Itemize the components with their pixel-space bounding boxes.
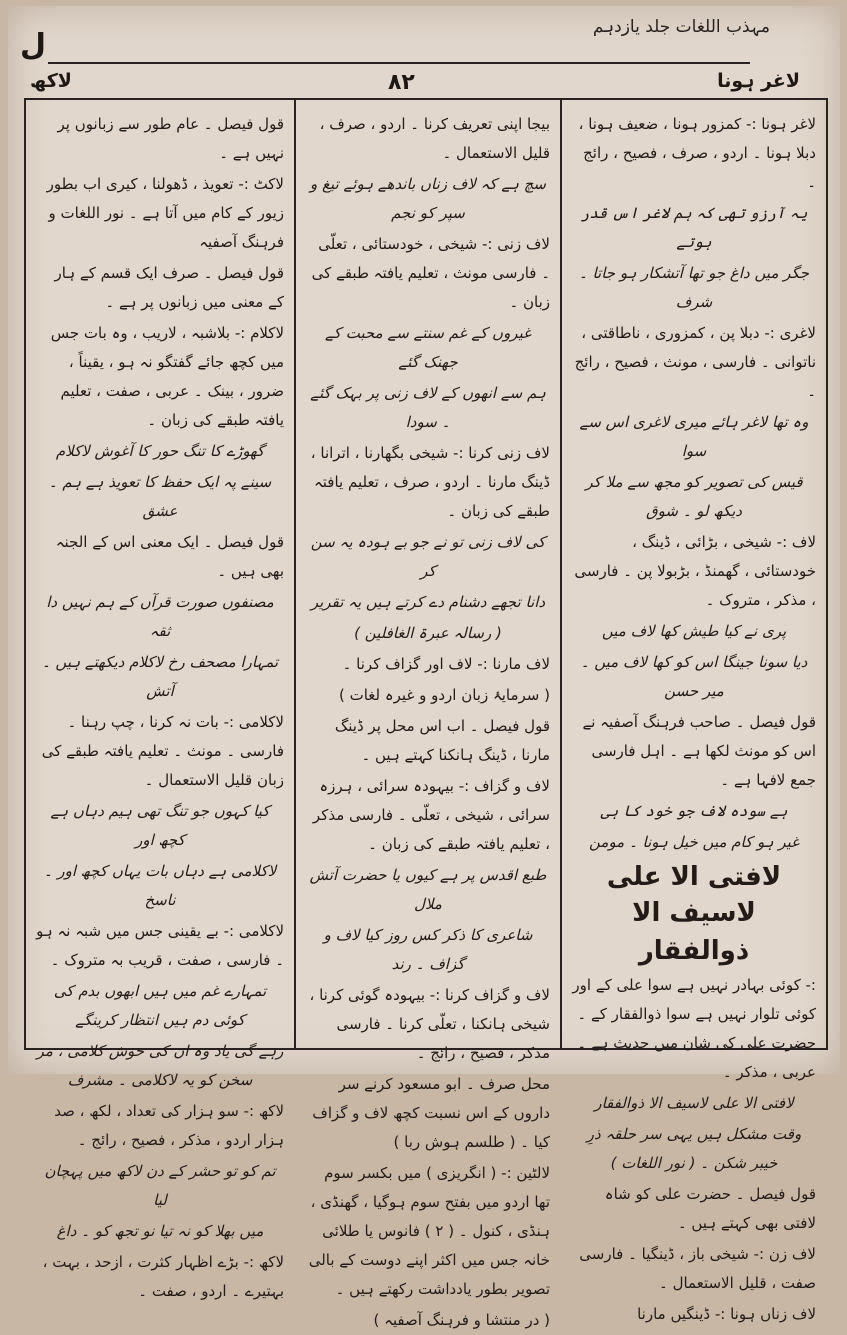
verse-quotation: وقت مشکل ہیں یہی سر حلقہ ذرِ خیبر شکن ۔ ( نور اللغات ) <box>586 1125 802 1172</box>
dictionary-page <box>8 6 840 1329</box>
dictionary-entry: لاکھ :- سو ہزار کی تعداد ، لکھ ، صد ہزار اردو ، مذکر ، فصیح ، رائج ۔ <box>54 1102 284 1149</box>
verse-quotation: غیر ہو کام میں خیل ہونا ۔ مومن <box>588 833 799 851</box>
dictionary-entry: لاف زن :- شیخی باز ، ڈینگیا ۔ فارسی صفت ، قلیل الاستعمال ۔ <box>579 1245 816 1292</box>
dictionary-entry: ( سرمایۂ زبان اردو و غیرہ لغات ) <box>338 686 550 704</box>
running-title: مہذب اللغات جلد یازدہم <box>592 17 770 37</box>
dictionary-entry: لالٹین :- ( انگریزی ) میں بکسر سوم تھا اردو میں بفتح سوم ہوگیا ، گھنڈی ، ہنڈی ، کنول ۔ ( ۲ ) فانوس یا طلائی خانہ جس میں اکثر اپنے دوست کے بالی تصویر بطور یادداشت رکھتے ہیں ۔ <box>308 1164 550 1298</box>
dictionary-entry: محل صرف ۔ ابو مسعود کرنے سر داروں کے اس نسبت کچھ لاف و گزاف کیا ۔ ( طلسم ہوش ربا ) <box>312 1075 550 1151</box>
dictionary-entry: لاکلامی :- بات نہ کرنا ، چپ رہنا ۔ فارسی ۔ مونث ۔ تعلیم یافتہ طبقے کی زبان قلیل الاستعمال ۔ <box>41 713 284 789</box>
dictionary-entry: لاف مارنا :- لاف اور گزاف کرنا ۔ <box>342 655 550 673</box>
verse-quotation: تمہارا مصحف رخ لاکلام دیکھتے ہیں ۔ آتش <box>41 653 279 700</box>
verse-quotation: سچ ہے کہ لاف زناں باندھے ہوئے تیغ و سپر کو نجم <box>310 175 546 222</box>
header-rule <box>48 62 750 64</box>
dictionary-entry: ( در منتشا و فرہنگ آصفیہ ) <box>373 1311 550 1329</box>
verse-quotation: لافتی الا علی لاسیف الا ذوالفقار <box>594 1094 794 1112</box>
verse-quotation: دانا تجھے دشنام دے کرتے ہیں یہ تقریر <box>310 593 546 611</box>
verse-quotation: مصنفوں صورت قرآں کے ہم نہیں دا ثقہ <box>46 593 274 640</box>
dictionary-entry: لاف زنی :- شیخی ، خودستائی ، تعلّی ۔ فارسی مونث ، تعلیم یافتہ طبقے کی زبان ۔ <box>311 235 550 311</box>
verse-quotation: ہم سے انھوں کے لاف زنی پر بہک گئے ۔ سودا <box>310 384 546 431</box>
verse-quotation: یہ آرزو تھی کہ ہم لاغر اس قدر ہوتے <box>580 204 808 251</box>
dictionary-entry: لاغر ہونا :- کمزور ہونا ، ضعیف ہونا ، دبلا ہونا ۔ اردو ، صرف ، فصیح ، رائج ۔ <box>578 115 816 191</box>
verse-quotation: وہ تھا لاغر ہائے میری لاغری اس سے سوا <box>579 413 809 460</box>
column-middle <box>294 100 560 1329</box>
dictionary-entry: لاکٹ :- تعویذ ، ڈھولنا ، کیری اب بطور زیور کے کام میں آتا ہے ۔ نور اللغات و فرہنگ آصفیہ <box>46 175 284 251</box>
section-letter-mark: ل <box>20 28 47 63</box>
verse-quotation: پری نے کیا طیش کھا لاف میں <box>601 622 787 640</box>
dictionary-entry: لاغری :- دبلا پن ، کمزوری ، ناطاقتی ، ناتوانی ۔ فارسی ، مونث ، فصیح ، رائج ۔ <box>574 324 816 400</box>
dictionary-entry: قول فیصل ۔ صرف ایک قسم کے ہار کے معنی میں زبانوں پر ہے ۔ <box>54 264 284 311</box>
headword-phrase: ذوالفقار <box>638 936 750 966</box>
dictionary-entry: لاف و گزاف :- بیہودہ سرائی ، ہرزہ سرائی ، شیخی ، تعلّی ۔ فارسی مذکر ، تعلیم یافتہ طبقے کی زبان ۔ <box>312 777 550 853</box>
dictionary-entry: لاکلامی :- بے یقینی جس میں شبہ نہ ہو ۔ فارسی ، صفت ، قریب بہ متروک ۔ <box>36 922 284 969</box>
verse-quotation: کی لاف زنی تو نے جو بے ہودہ یہ سن کر <box>310 533 546 580</box>
verse-quotation: میں بھلا کو نہ تیا نو تجھ کو ۔ داغ <box>56 1222 264 1240</box>
dictionary-entry: قول فیصل ۔ اب اس محل پر ڈینگ مارنا ، ڈینگ ہانکنا کہتے ہیں ۔ <box>334 717 550 764</box>
columns-frame <box>24 98 828 1329</box>
dictionary-entry: لاف :- شیخی ، بڑائی ، ڈینگ ، خودستائی ، گھمنڈ ، بڑبولا پن ۔ فارسی ، مذکر ، متروک ۔ <box>574 533 816 609</box>
verse-quotation: گھوڑے کا تنگ حور کا آغوش لاکلام <box>55 442 265 460</box>
verse-quotation: کیا کہوں جو تنگ تھی ہیم دہاں ہے کچھ اور <box>50 802 270 849</box>
dictionary-entry: قول فیصل ۔ عام طور سے زبانوں پر نہیں ہے ۔ <box>57 115 284 162</box>
verse-quotation: لاکلامی ہے دہاں بات یہاں کچھ اور ۔ ناسخ <box>43 862 277 909</box>
verse-quotation: تمہارے غم میں ہیں ابھوں بدم کی کوئی دم ہیں انتظار کرینگے <box>53 982 267 1029</box>
verse-quotation: طبع اقدس پر ہے کیوں یا حضرت آتش ملال <box>309 866 547 913</box>
dictionary-entry: لاف زناں ہونا :- ڈینگیں مارنا <box>637 1305 816 1323</box>
verse-quotation: ( رسالہ عبرۃ الغافلین ) <box>354 624 502 642</box>
verse-quotation: قیس کی تصویر کو مجھ سے ملا کر دیکھ لو ۔ شوق <box>585 473 803 520</box>
column-left <box>26 100 294 1300</box>
dictionary-entry: لاف و گزاف کرنا :- بیہودہ گوئی کرنا ، شیخی ہانکنا ، تعلّی کرنا ۔ فارسی مذکر ، فصیح ، رائج ۔ <box>309 986 550 1062</box>
verse-quotation: سینے پہ ایک حفظ کا تعویذ ہے ہم ۔ عشق <box>48 473 272 520</box>
verse-quotation: رہے گی یاد وہ ان کی خوش کلامی ، مر سخن کو یہ لاکلامی ۔ مشرف <box>36 1042 284 1089</box>
dictionary-entry: لاکلام :- بلاشبہ ، لاریب ، وہ بات جس میں کچھ جائے گفتگو نہ ہو ، یقیناً ، ضرور ، بینک ۔ عربی ، صفت ، تعلیم یافتہ طبقے کی زبان ۔ <box>50 324 284 429</box>
headword-phrase: لافتی الا علی لاسیف الا <box>606 862 782 928</box>
column-right <box>560 100 826 1323</box>
dictionary-entry: لاف زنی کرنا :- شیخی بگھارنا ، اترانا ، ڈینگ مارنا ۔ اردو ، صرف ، تعلیم یافتہ طبقے کی زبان ۔ <box>310 444 550 520</box>
verse-quotation: جگر میں داغ جو تھا آتشکار ہو جاتا ۔ شرف <box>578 264 810 311</box>
dictionary-entry: قول فیصل ۔ حضرت علی کو شاہ لافتی بھی کہتے ہیں ۔ <box>604 1185 816 1232</box>
page-number: ۸۲ <box>388 70 415 95</box>
verse-quotation: ہے سودہ لاف جو خود کا ہی <box>600 802 788 820</box>
guide-word-first: لاغر ہونا <box>717 70 800 92</box>
dictionary-entry: قول فیصل ۔ ایک معنی اس کے الجنہ بھی ہیں ۔ <box>55 533 284 580</box>
verse-quotation: غیروں کے غم سنتے سے محبت کے جھنک گئے <box>325 324 531 371</box>
dictionary-entry: لاکھ :- بڑے اظہار کثرت ، ازحد ، بہت ، بہتیرے ۔ اردو ، صفت ۔ <box>42 1253 284 1300</box>
dictionary-entry: بیجا اپنی تعریف کرنا ۔ اردو ، صرف ، قلیل الاستعمال ۔ <box>319 115 550 162</box>
verse-quotation: شاعری کا ذکر کس روز کیا لاف و گزاف ۔ رند <box>323 926 533 973</box>
verse-quotation: دیا سونا جینگا اس کو کھا لاف میں ۔ میر حسن <box>580 653 808 700</box>
guide-word-last: لاکھ <box>30 70 72 92</box>
verse-quotation: تم کو تو حشر کے دن لاکھ میں پہچان لیا <box>44 1162 276 1209</box>
dictionary-entry: :- کوئی بہادر نہیں ہے سوا علی کے اور کوئی تلوار نہیں ہے سوا ذوالفقار کے ۔ حضرت علی کی شان میں حدیث ہے ۔ عربی ، مذکر ۔ <box>572 976 816 1081</box>
dictionary-entry: قول فیصل ۔ صاحب فرہنگ آصفیہ نے اس کو مونث لکھا ہے ۔ اہل فارسی جمع لافہا ہے ۔ <box>582 713 816 789</box>
